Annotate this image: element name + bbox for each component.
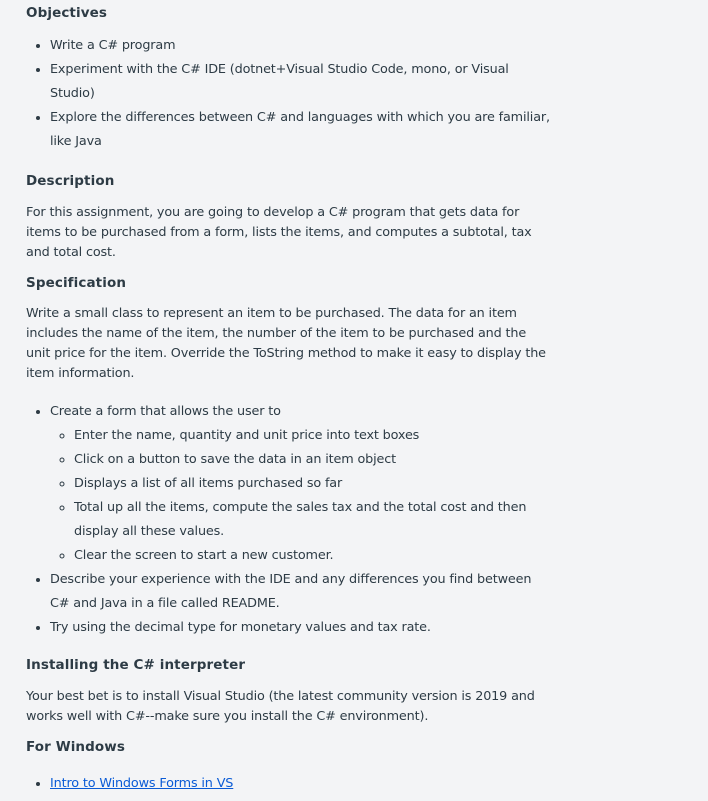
list-item: ◦ Click on a button to save the data in an item object [74,448,544,472]
description-heading: Description [26,173,115,189]
description-text: For this assignment, you are going to develop a C# program that gets data for items to be purchased from a form, lists the items, and computes a subtotal, tax and total cost. [26,205,532,260]
list-item: • Try using the decimal type for monetary values and tax rate. [50,616,550,640]
installing-text: Your best bet is to install Visual Studio (the latest community version is 2019 and works well with C#--make sure you install the C# environment). [26,689,535,724]
windows-heading: For Windows [26,739,125,755]
list-item: • Write a C# program [50,34,550,58]
list-item [50,400,550,568]
form-item-text: Create a form that allows the user to [50,404,281,419]
specification-text: Write a small class to represent an item to be purchased. The data for an item includes the name of the item, the number of the item to be purchased and the unit price for the item. Override the ToString method to make it easy to display the item information. [26,306,546,381]
specification-list [26,400,550,640]
form-sublist [50,424,544,568]
list-item: ◦ Total up all the items, compute the sales tax and the total cost and then display all these values. [74,496,544,544]
list-item: ◦ Enter the name, quantity and unit price into text boxes [74,424,544,448]
objectives-heading: Objectives [26,5,107,21]
list-item: ◦ Clear the screen to start a new customer. [74,544,544,568]
windows-list [26,772,550,796]
installing-heading: Installing the C# interpreter [26,657,246,673]
windows-forms-link[interactable]: Intro to Windows Forms in VS [50,776,234,791]
list-item [50,772,550,796]
list-item: • Explore the differences between C# and languages with which you are familiar, like Java [50,106,550,154]
list-item: • Describe your experience with the IDE and any differences you find between C# and Java in a file called README. [50,568,550,616]
list-item: ◦ Displays a list of all items purchased so far [74,472,544,496]
list-item: • Experiment with the C# IDE (dotnet+Visual Studio Code, mono, or Visual Studio) [50,58,550,106]
specification-heading: Specification [26,275,127,291]
objectives-list [26,34,550,154]
